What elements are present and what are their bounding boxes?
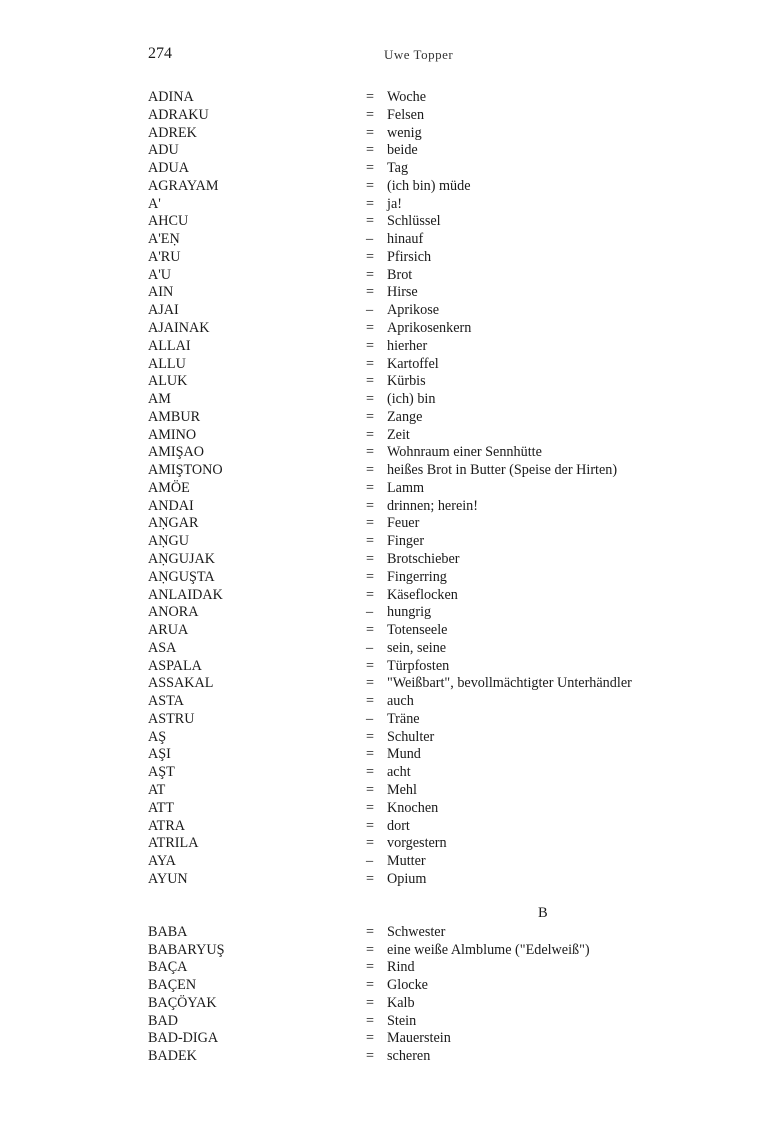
entry-separator: = — [366, 941, 375, 958]
entry-definition: Hirse — [387, 284, 418, 301]
entry-definition: hungrig — [387, 604, 432, 621]
entry-separator: = — [366, 266, 375, 283]
entry-separator: = — [366, 782, 375, 799]
entry-definition: hinauf — [387, 231, 424, 248]
entry-separator: – — [366, 604, 374, 621]
entry-separator: = — [366, 142, 375, 159]
entry-definition: Träne — [387, 710, 420, 727]
entry-definition: Mund — [387, 746, 421, 763]
entry-definition: Woche — [387, 89, 427, 105]
entry-separator: – — [366, 302, 374, 319]
entry-definition: Kürbis — [387, 373, 426, 390]
entry-separator: = — [366, 568, 375, 585]
entry-term: AGRAYAM — [148, 177, 219, 194]
entry-term: ASPALA — [148, 657, 202, 674]
entry-separator: = — [366, 160, 375, 177]
entry-term: AMIŞTONO — [148, 462, 223, 479]
entry-term: ADRAKU — [148, 106, 209, 123]
entry-term: AM — [148, 391, 171, 408]
entry-separator: = — [366, 373, 375, 390]
entry-term: AŞI — [148, 746, 171, 763]
entry-term: ANDAI — [148, 497, 194, 514]
entry-separator: = — [366, 622, 375, 639]
entry-definition: Mehl — [387, 782, 417, 799]
entry-term: ASTRU — [148, 710, 195, 727]
entry-definition: (ich bin) müde — [387, 177, 471, 194]
entry-separator: = — [366, 497, 375, 514]
entry-term: ATRA — [148, 817, 186, 834]
entry-definition: eine weiße Almblume ("Edelweiß") — [387, 941, 590, 958]
entry-separator: = — [366, 870, 375, 887]
entry-term: AŞ — [148, 728, 167, 745]
entry-separator: = — [366, 515, 375, 532]
entry-separator: = — [366, 408, 375, 425]
entry-term: AHCU — [148, 213, 189, 230]
entry-definition: scheren — [387, 1047, 431, 1064]
entry-definition: Zeit — [387, 426, 410, 443]
entry-definition: Brotschieber — [387, 551, 460, 568]
entry-separator: = — [366, 533, 375, 550]
entry-definition: Knochen — [387, 799, 439, 816]
entry-term: ASA — [148, 639, 177, 656]
entry-term: AMINO — [148, 426, 197, 443]
entry-term: AṆGUJAK — [148, 551, 215, 568]
entry-definition: ja! — [387, 195, 402, 212]
entry-definition: Tag — [387, 160, 409, 177]
entry-separator: – — [366, 639, 374, 656]
entry-term: AMBUR — [148, 408, 201, 425]
entry-separator: = — [366, 657, 375, 674]
entry-term: A'RU — [148, 248, 181, 265]
entry-separator: = — [366, 462, 375, 479]
entry-definition: sein, seine — [387, 639, 447, 656]
entry-definition: Türpfosten — [387, 657, 450, 674]
entry-definition: Rind — [387, 959, 415, 976]
entry-separator: = — [366, 817, 375, 834]
entry-term: AJAI — [148, 302, 179, 319]
entry-separator: – — [366, 710, 374, 727]
entry-definition: Stein — [387, 1012, 417, 1029]
entry-term: AT — [148, 782, 166, 799]
entry-definition: Totenseele — [387, 622, 448, 639]
entry-term: AṆGU — [148, 533, 189, 550]
entry-definition: Opium — [387, 870, 427, 887]
entry-term: AIN — [148, 284, 174, 301]
entry-separator: = — [366, 479, 375, 496]
entry-separator: = — [366, 284, 375, 301]
entry-definition: Feuer — [387, 515, 420, 532]
entry-separator: = — [366, 89, 375, 105]
entry-term: ASSAKAL — [148, 675, 214, 692]
entry-separator: = — [366, 337, 375, 354]
entry-separator: = — [366, 746, 375, 763]
entry-definition: Zange — [387, 408, 423, 425]
entry-definition: Schulter — [387, 728, 435, 745]
entry-definition: auch — [387, 693, 414, 710]
entry-separator: = — [366, 426, 375, 443]
entry-definition: Aprikosenkern — [387, 320, 472, 336]
running-title: Uwe Topper — [384, 47, 454, 62]
entry-separator: = — [366, 444, 375, 461]
entry-separator: = — [366, 320, 375, 336]
entry-term: A' — [148, 195, 161, 212]
entry-term: A'EṆ — [148, 231, 180, 248]
entry-separator: = — [366, 177, 375, 194]
entry-term: BABARYUŞ — [148, 941, 225, 958]
entry-term: BAÇA — [148, 959, 188, 976]
entry-definition: "Weißbart", bevollmächtigter Unterhändler — [387, 675, 632, 692]
entry-term: BAÇÖYAK — [148, 994, 217, 1011]
entry-term: ANORA — [148, 604, 199, 621]
entry-term: ADREK — [148, 124, 197, 141]
entry-separator: = — [366, 586, 375, 603]
entry-definition: Aprikose — [387, 302, 440, 319]
entry-term: ARUA — [148, 622, 189, 639]
entry-separator: = — [366, 728, 375, 745]
entry-term: BAD-DIGA — [148, 1030, 219, 1047]
entry-definition: drinnen; herein! — [387, 497, 478, 514]
entry-definition: vorgestern — [387, 835, 447, 852]
entry-separator: = — [366, 693, 375, 710]
entry-definition: Felsen — [387, 106, 425, 123]
entry-definition: Kalb — [387, 994, 415, 1011]
entry-definition: beide — [387, 142, 418, 159]
entry-definition: Kartoffel — [387, 355, 439, 372]
entry-term: ATRILA — [148, 835, 199, 852]
entry-definition: Schwester — [387, 924, 446, 940]
entry-separator: = — [366, 1047, 375, 1064]
entry-term: BAÇEN — [148, 977, 197, 994]
entry-term: ADU — [148, 142, 179, 159]
entry-definition: Mauerstein — [387, 1030, 451, 1047]
entry-separator: = — [366, 994, 375, 1011]
page-number: 274 — [148, 45, 172, 62]
entry-term: ANLAIDAK — [148, 586, 223, 603]
entry-term: AṆGUŞTA — [148, 568, 215, 585]
entry-term: ALUK — [148, 373, 188, 390]
entry-separator: = — [366, 835, 375, 852]
entry-term: ALLAI — [148, 337, 191, 354]
entry-definition: Lamm — [387, 479, 425, 496]
entry-separator: = — [366, 124, 375, 141]
entry-term: AŞT — [148, 764, 175, 781]
entry-term: ADUA — [148, 160, 189, 177]
entry-separator: – — [366, 231, 374, 248]
entry-definition: Finger — [387, 533, 425, 550]
entry-term: ASTA — [148, 693, 184, 710]
entry-separator: = — [366, 1030, 375, 1047]
entry-term: AYA — [148, 853, 176, 870]
entry-definition: Wohnraum einer Sennhütte — [387, 444, 542, 461]
entry-term: ALLU — [148, 355, 186, 372]
entry-term: AMÖE — [148, 479, 190, 496]
entry-definition: Glocke — [387, 977, 428, 994]
entry-separator: = — [366, 391, 375, 408]
entry-definition: hierher — [387, 337, 428, 354]
entry-separator: = — [366, 551, 375, 568]
entry-term: A'U — [148, 266, 172, 283]
entry-separator: = — [366, 924, 375, 940]
entry-definition: Mutter — [387, 853, 426, 870]
entry-separator: = — [366, 959, 375, 976]
entry-separator: = — [366, 248, 375, 265]
entry-term: AJAINAK — [148, 320, 210, 336]
entry-separator: = — [366, 355, 375, 372]
entry-term: ATT — [148, 799, 175, 816]
entry-definition: acht — [387, 764, 411, 781]
entry-separator: = — [366, 675, 375, 692]
entry-definition: Pfirsich — [387, 248, 432, 265]
entry-separator: = — [366, 195, 375, 212]
entry-definition: wenig — [387, 124, 422, 141]
entry-term: AMIŞAO — [148, 444, 204, 461]
entry-definition: (ich) bin — [387, 391, 436, 408]
entry-definition: Brot — [387, 266, 413, 283]
section-letter-b: B — [538, 905, 548, 921]
entry-separator: = — [366, 799, 375, 816]
entry-separator: = — [366, 764, 375, 781]
entry-definition: Schlüssel — [387, 213, 441, 230]
entry-term: AṆGAR — [148, 515, 199, 532]
entry-term: ADINA — [148, 89, 194, 105]
entry-definition: Käseflocken — [387, 586, 458, 603]
entry-term: BABA — [148, 924, 188, 940]
entry-definition: dort — [387, 817, 410, 834]
entry-separator: – — [366, 853, 374, 870]
entry-separator: = — [366, 213, 375, 230]
entry-term: BAD — [148, 1012, 178, 1029]
entry-definition: heißes Brot in Butter (Speise der Hirten) — [387, 462, 618, 479]
entry-term: BADEK — [148, 1047, 197, 1064]
entry-definition: Fingerring — [387, 568, 447, 585]
entry-separator: = — [366, 1012, 375, 1029]
entry-separator: = — [366, 977, 375, 994]
entry-separator: = — [366, 106, 375, 123]
entry-term: AYUN — [148, 870, 188, 887]
